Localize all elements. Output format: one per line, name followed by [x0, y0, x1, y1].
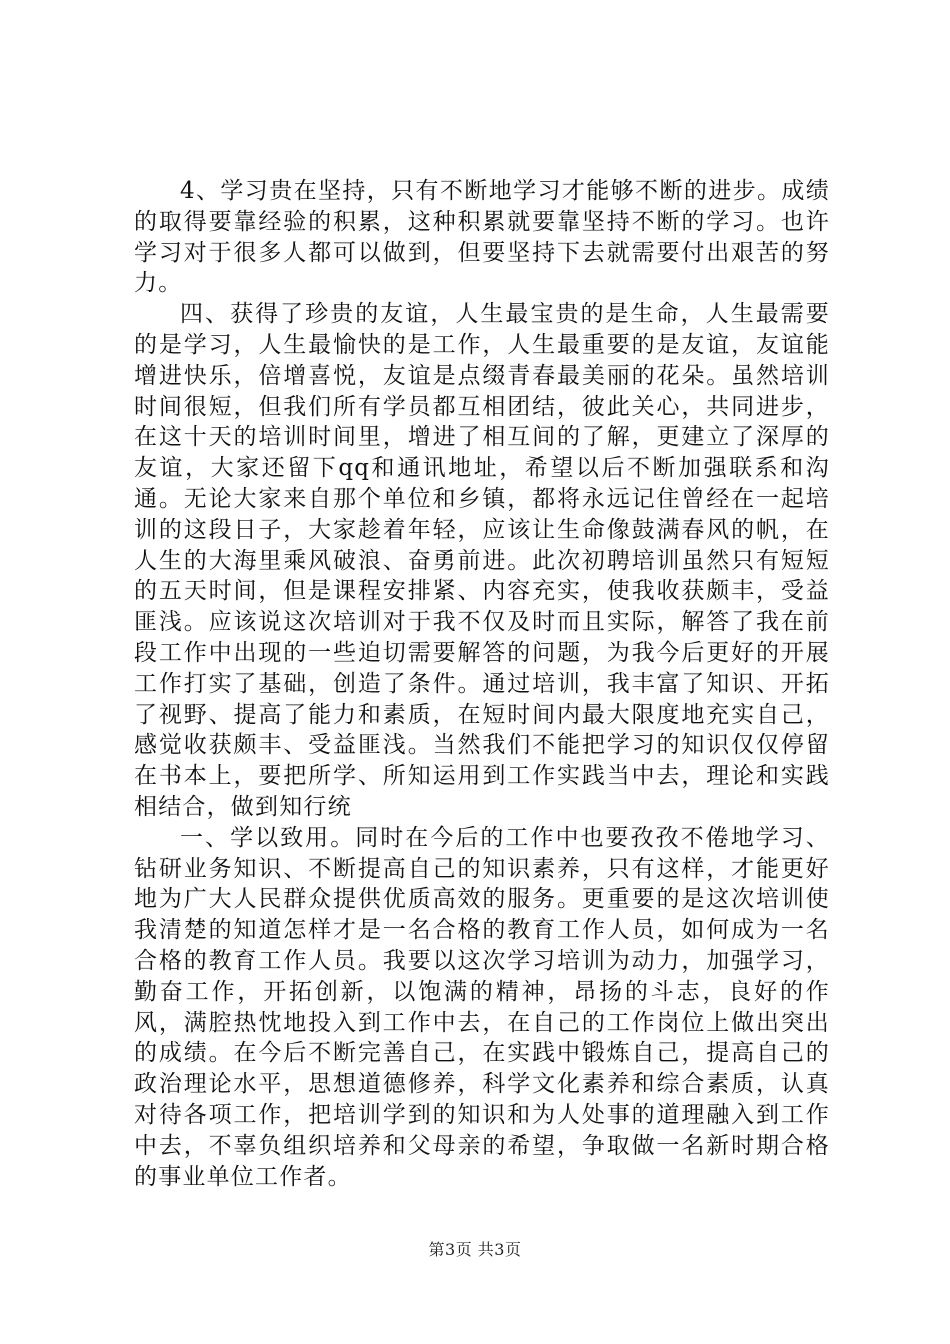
- document-body: [134, 176, 830, 1192]
- paragraph-apply-learning: 一、学以致用。同时在今后的工作中也要孜孜不倦地学习、钻研业务知识、不断提高自己的知识素养，只有这样，才能更好地为广大人民群众提供优质高效的服务。更重要的是这次培训使我清楚的知道怎样才是一名合格的教育工作人员，如何成为一名合格的教育工作人员。我要以这次学习培训为动力，加强学习，勤奋工作，开拓创新，以饱满的精神，昂扬的斗志，良好的作风，满腔热忱地投入到工作中去，在自己的工作岗位上做出突出的成绩。在今后不断完善自己，在实践中锻炼自己，提高自己的政治理论水平，思想道德修养，科学文化素养和综合素质，认真对待各项工作，把培训学到的知识和为人处事的道理融入到工作中去，不辜负组织培养和父母亲的希望，争取做一名新时期合格的事业单位工作者。: [134, 824, 830, 1190]
- paragraph-persistence: 4、学习贵在坚持，只有不断地学习才能够不断的进步。成绩的取得要靠经验的积累，这种积累就要靠坚持不断的学习。也许学习对于很多人都可以做到，但要坚持下去就需要付出艰苦的努力。: [134, 178, 830, 297]
- paragraph-friendship: 四、获得了珍贵的友谊，人生最宝贵的是生命，人生最需要的是学习，人生最愉快的是工作，人生最重要的是友谊，友谊能增进快乐，倍增喜悦，友谊是点缀青春最美丽的花朵。虽然培训时间很短，但我们所有学员都互相团结，彼此关心，共同进步，在这十天的培训时间里，增进了相互间的了解，更建立了深厚的友谊，大家还留下qq和通讯地址，希望以后不断加强联系和沟通。无论大家来自那个单位和乡镇，都将永远记住曾经在一起培训的这段日子，大家趁着年轻，应该让生命像鼓满春风的帆，在人生的大海里乘风破浪、奋勇前进。此次初聘培训虽然只有短短的五天时间，但是课程安排紧、内容充实，使我收获颇丰，受益匪浅。应该说这次培训对于我不仅及时而且实际，解答了我在前段工作中出现的一些迫切需要解答的问题，为我今后更好的开展工作打实了基础，创造了条件。通过培训，我丰富了知识、开拓了视野、提高了能力和素质，在短时间内最大限度地充实自己，感觉收获颇丰、受益匪浅。当然我们不能把学习的知识仅仅停留在书本上，要把所学、所知运用到工作实践当中去，理论和实践相结合，做到知行统: [134, 301, 830, 820]
- page-footer: 第3页 共3页: [428, 1240, 522, 1259]
